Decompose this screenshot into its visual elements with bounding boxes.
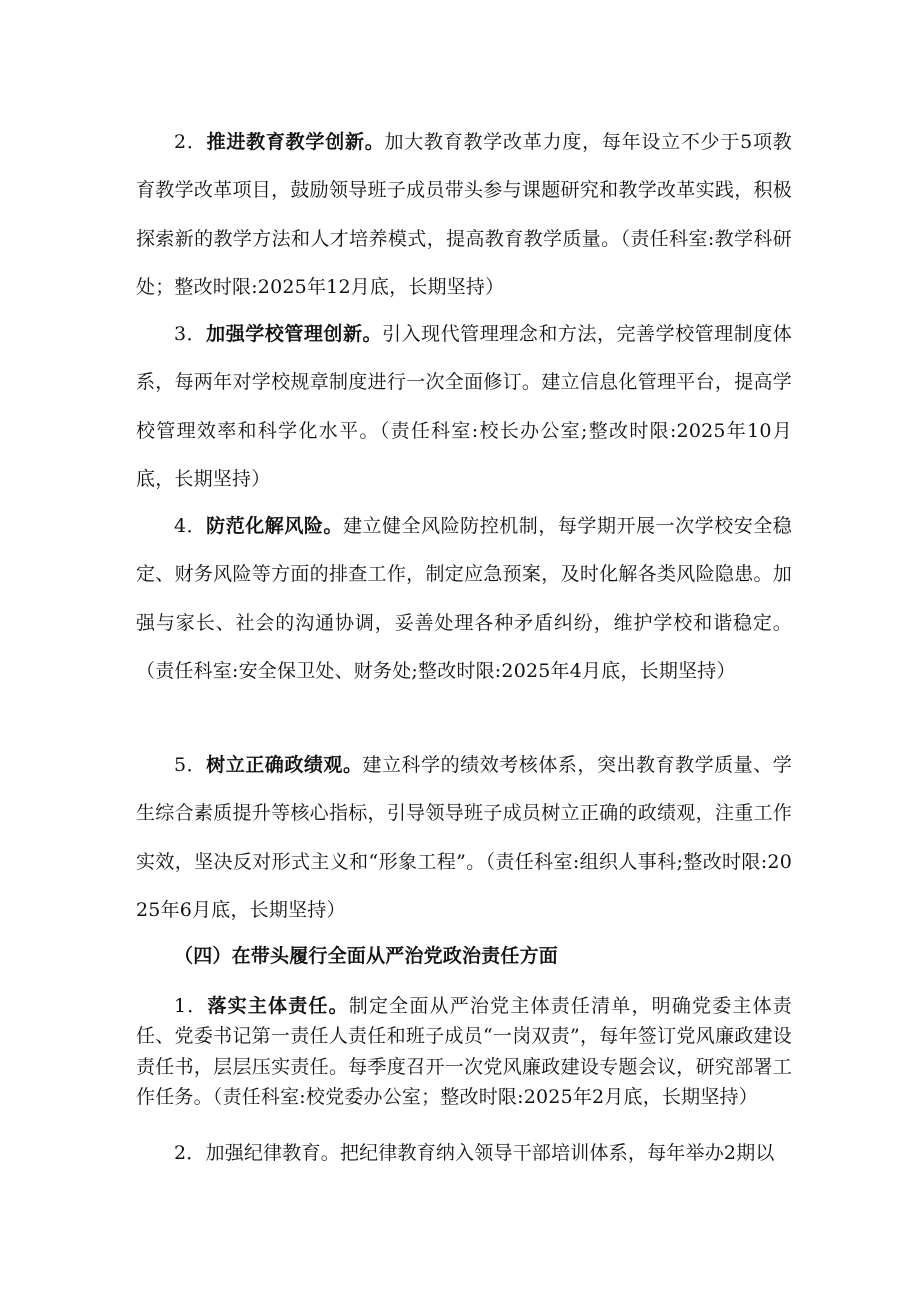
paragraph-item-3 [136,310,792,504]
paragraph-lead: 防范化解风险。 [206,515,343,537]
paragraph-item-5 [136,741,792,935]
paragraph-lead: 加强学校管理创新。 [206,323,383,345]
paragraph-body: 引入现代管理理念和方法，完善学校管理制度体系，每两年对学校规章制度进行一次全面修订。建立信息化管理平台，提高学校管理效率和科学化水平。（责任科室:校长办公室;整改时限:2025年10月底，长期坚持） [136,323,792,491]
paragraph-number: 2． [174,1142,206,1164]
paragraph-number: 1． [174,995,208,1017]
paragraph-number: 5． [174,754,207,776]
paragraph-lead: 落实主体责任。 [207,995,349,1017]
paragraph-body: 加大教育教学改革力度，每年设立不少于5项教育教学改革项目，鼓励领导班子成员带头参与课题研究和教学改革实践，积极探索新的教学方法和人才培养模式，提高教育教学质量。（责任科室:教学科研处；整改时限:2025年12月底，长期坚持） [136,131,792,299]
section-paragraph-item-2 [136,1138,792,1168]
paragraph-number: 3． [174,323,207,345]
paragraph-item-4 [136,502,792,696]
paragraph-lead: 推进教育教学创新。 [206,131,385,153]
paragraph-body: 制定全面从严治党主体责任清单，明确党委主体责任、党委书记第一责任人责任和班子成员“一岗双责”，每年签订党风廉政建设责任书，层层压实责任。每季度召开一次党风廉政建设专题会议，研究部署工作任务。（责任科室:校党委办公室；整改时限:2025年2月底，长期坚持） [136,995,792,1108]
paragraph-body: 建立健全风险防控机制，每学期开展一次学校安全稳定、财务风险等方面的排查工作，制定应急预案，及时化解各类风险隐患。加强与家长、社会的沟通协调，妥善处理各种矛盾纠纷，维护学校和谐稳定。（责任科室:安全保卫处、财务处;整改时限:2025年4月底，长期坚持） [136,515,792,683]
paragraph-lead: 树立正确政绩观。 [206,754,363,776]
section-heading: （四）在带头履行全面从严治党政治责任方面 [174,945,559,967]
paragraph-body: 加强纪律教育。把纪律教育纳入领导干部培训体系，每年举办2期以 [205,1142,775,1164]
section-paragraph-item-1 [136,991,792,1112]
paragraph-number: 2． [174,131,207,153]
paragraph-body: 建立科学的绩效考核体系，突出教育教学质量、学生综合素质提升等核心指标，引导领导班子成员树立正确的政绩观，注重工作实效，坚决反对形式主义和“形象工程”。（责任科室:组织人事科;整改时限:2025年6月底，长期坚持） [136,754,792,922]
paragraph-number: 4． [174,515,207,537]
paragraph-item-2 [136,118,792,312]
